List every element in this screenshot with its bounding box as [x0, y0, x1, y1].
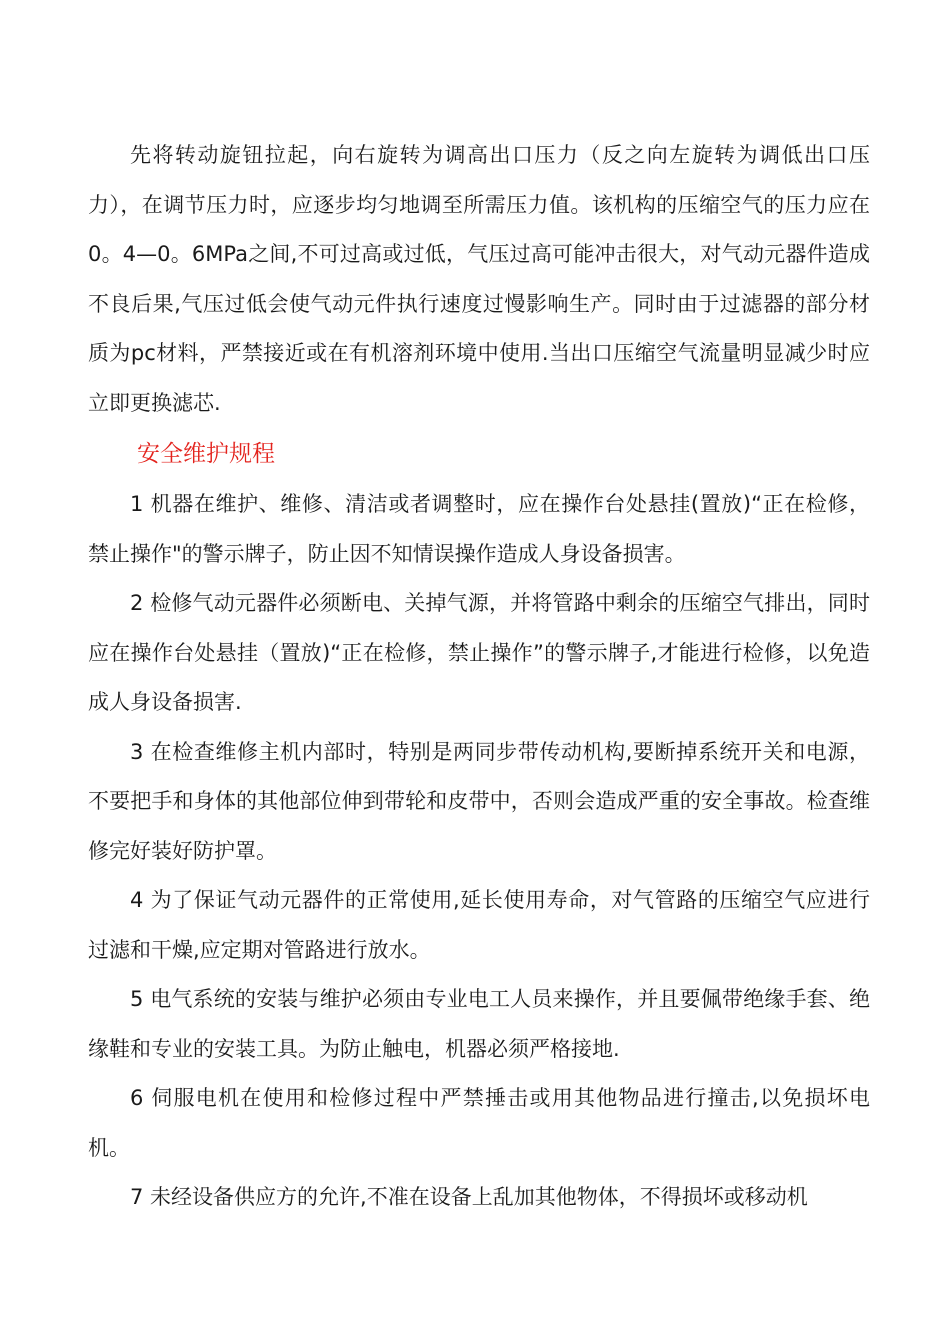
section-heading: 安全维护规程: [137, 441, 275, 467]
rule-paragraph-5: 5 电气系统的安装与维护必须由专业电工人员来操作，并且要佩带绝缘手套、绝缘鞋和专业的安装工具。为防止触电，机器必须严格接地.: [88, 987, 870, 1061]
rule-paragraph-6: 6 伺服电机在使用和检修过程中严禁捶击或用其他物品进行撞击,以免损坏电机。: [88, 1086, 870, 1160]
rule-paragraph-2: 2 检修气动元器件必须断电、关掉气源，并将管路中剩余的压缩空气排出，同时应在操作台处悬挂（置放)“正在检修，禁止操作”的警示牌子,才能进行检修，以免造成人身设备损害.: [88, 591, 870, 714]
rule-paragraph-7: 7 未经设备供应方的允许,不准在设备上乱加其他物体，不得损坏或移动机: [130, 1185, 808, 1209]
intro-paragraph: 先将转动旋钮拉起，向右旋转为调高出口压力（反之向左旋转为调低出口压力），在调节压力时，应逐步均匀地调至所需压力值。该机构的压缩空气的压力应在0。4—0。6MPa之间,不可过高或过低，气压过高可能冲击很大，对气动元器件造成不良后果,气压过低会使气动元件执行速度过慢影响生产。同时由于过滤器的部分材质为pc材料，严禁接近或在有机溶剂环境中使用.当出口压缩空气流量明显减少时应立即更换滤芯.: [88, 143, 870, 415]
rule-paragraph-1: 1 机器在维护、维修、清洁或者调整时，应在操作台处悬挂(置放)“正在检修，禁止操作"的警示牌子，防止因不知情误操作造成人身设备损害。: [88, 492, 870, 566]
rule-paragraph-3: 3 在检查维修主机内部时，特别是两同步带传动机构,要断掉系统开关和电源，不要把手和身体的其他部位伸到带轮和皮带中，否则会造成严重的安全事故。检查维修完好装好防护罩。: [88, 739, 870, 863]
document-body: [88, 131, 870, 1223]
rule-paragraph-4: 4 为了保证气动元器件的正常使用,延长使用寿命，对气管路的压缩空气应进行过滤和干燥,应定期对管路进行放水。: [88, 888, 870, 962]
